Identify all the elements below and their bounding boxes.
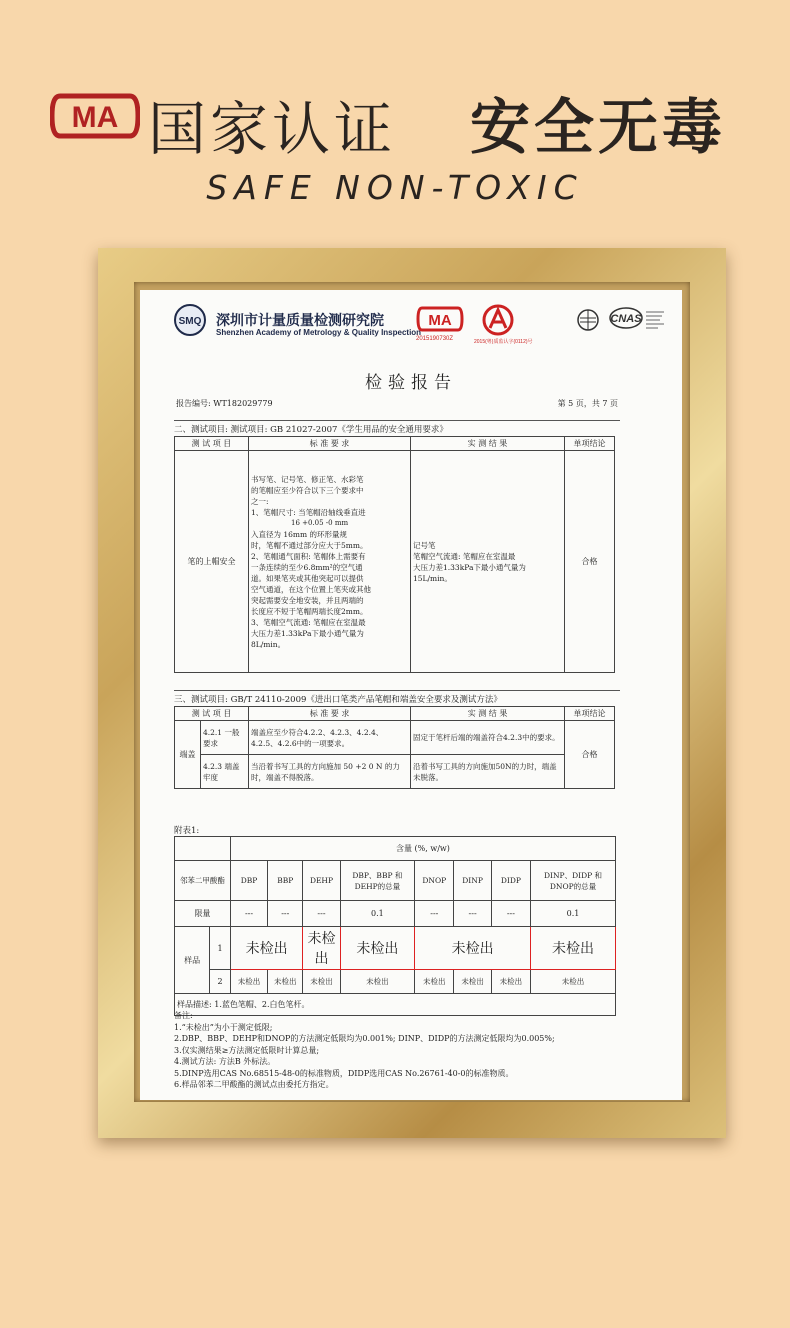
requirement-line: 突起需要安全地安装，并且两端的 <box>251 595 364 605</box>
sample-result: 未检出 <box>454 970 491 994</box>
sample-result: 未检出 <box>491 970 530 994</box>
header-result: 实 测 结 果 <box>411 707 565 721</box>
note-line: 4.测试方法: 方法B 外标法。 <box>174 1057 276 1066</box>
header-test-item: 测 试 项 目 <box>175 437 249 451</box>
column-header: BBP <box>268 861 303 901</box>
table-header-row <box>175 707 615 721</box>
section3-table <box>174 706 615 789</box>
column-header: DBP、BBP 和 DEHP的总量 <box>340 861 415 901</box>
hero-title-certified: 国家认证 <box>148 95 397 163</box>
tolerance-formula: 16 +0.05 -0 mm <box>291 518 349 527</box>
result-line: 记号笔 <box>413 540 436 550</box>
requirement-line: 道。如果笔夹或其他突起可以提供 <box>251 573 364 583</box>
cma-logo-icon <box>50 92 140 140</box>
svg-text:SMQ: SMQ <box>178 316 202 327</box>
requirement-line: 3、笔帽空气流通: 笔帽应在室温最 <box>251 617 366 627</box>
report-title: 检验报告 <box>365 373 457 393</box>
limit-value: 0.1 <box>340 901 415 927</box>
limit-value: --- <box>454 901 491 927</box>
svg-text:MA: MA <box>428 312 452 329</box>
test-item-cell: 笔的上帽安全 <box>175 451 249 673</box>
table-row <box>175 721 615 755</box>
result-cell <box>411 451 565 673</box>
page-number: 第 5 页，共 7 页 <box>557 399 618 408</box>
svg-text:CNAS: CNAS <box>610 313 642 325</box>
sample-result-highlight: 未检出 <box>340 927 415 970</box>
requirement-cell: 端盖应至少符合4.2.2、4.2.3、4.2.4、4.2.5、4.2.6中的一项要求。 <box>249 721 411 755</box>
hero-banner <box>0 0 790 240</box>
limit-value: --- <box>230 901 267 927</box>
appendix-label: 附表1: <box>174 826 200 836</box>
requirement-line: 大压力差1.33kPa下最小通气量为 <box>251 628 364 638</box>
table-header-row <box>175 837 616 861</box>
test-item-cell: 端盖 <box>175 721 201 789</box>
section3-heading: 三、测试项目: GB/T 24110-2009《进出口笔类产品笔帽和端盖安全要求及测试方法》 <box>174 695 502 705</box>
sample-result-highlight: 未检出 <box>303 927 340 970</box>
limit-value: --- <box>268 901 303 927</box>
limit-row <box>175 901 616 927</box>
column-header: DBP <box>230 861 267 901</box>
table-header-row <box>175 861 616 901</box>
sample-number: 2 <box>210 970 231 994</box>
svg-text:MA: MA <box>71 101 119 134</box>
limit-value: --- <box>415 901 454 927</box>
section-divider <box>174 690 620 691</box>
requirement-line: 8L/min。 <box>251 639 286 649</box>
requirement-line: 1、笔帽尺寸: 当笔帽沿轴线垂直进 <box>251 507 366 517</box>
note-line: 1.“未检出”为小于测定低限; <box>174 1022 273 1032</box>
section-divider <box>174 420 620 421</box>
result-cell: 沿着书写工具的方向施加50N的力时，端盖未脱落。 <box>411 755 565 789</box>
column-header: DINP <box>454 861 491 901</box>
requirement-line: 书写笔、记号笔、修正笔、水彩笔 <box>251 474 364 484</box>
org-name-cn: 深圳市计量质量检测研究院 <box>216 313 384 329</box>
cma-number: 2015190730Z <box>416 336 454 342</box>
header-test-item: 测 试 项 目 <box>175 707 249 721</box>
result-line: 笔帽空气流通: 笔帽应在室温最 <box>413 551 516 561</box>
sample-label: 样品 <box>175 927 210 994</box>
result-line: 15L/min。 <box>413 573 452 583</box>
requirement-cell <box>249 451 411 673</box>
section2-table <box>174 436 615 673</box>
requirement-line: 长度应不短于笔帽两端长度2mm。 <box>251 606 368 616</box>
hero-subtitle: SAFE NON-TOXIC <box>206 168 584 207</box>
row-header: 邻苯二甲酸酯 <box>175 861 231 901</box>
limit-label: 限量 <box>175 901 231 927</box>
sample-result-highlight: 未检出 <box>415 927 531 970</box>
requirement-line: 空气通道，在这个位置上笔夹或其他 <box>251 584 371 594</box>
org-name-en: Shenzhen Academy of Metrology & Quality Inspection <box>216 328 422 337</box>
appendix-table <box>174 836 616 1016</box>
header-conclusion: 单项结论 <box>565 437 615 451</box>
sample-row <box>175 970 616 994</box>
column-header: DINP、DIDP 和 DNOP的总量 <box>531 861 616 901</box>
hero-title-safe: 安全无毒 <box>470 93 726 163</box>
result-cell: 固定于笔杆后端的端盖符合4.2.3中的要求。 <box>411 721 565 755</box>
sample-result: 未检出 <box>531 970 616 994</box>
report-number: 报告编号: WT182029779 <box>176 399 273 408</box>
column-header: DNOP <box>415 861 454 901</box>
sample-result: 未检出 <box>340 970 415 994</box>
sample-result: 未检出 <box>268 970 303 994</box>
requirement-line: 之一: <box>251 496 269 506</box>
requirement-line: 时，笔帽不通过部分应大于5mm。 <box>251 540 368 550</box>
sample-result: 未检出 <box>303 970 340 994</box>
sample-result-highlight: 未检出 <box>531 927 616 970</box>
inspection-report <box>140 290 682 1100</box>
sample-result-highlight: 未检出 <box>230 927 302 970</box>
note-line: 3.仅实测结果≥方法测定低限时计算总量; <box>174 1045 320 1055</box>
clause-cell: 4.2.3 端盖牢度 <box>201 755 249 789</box>
conclusion-cell: 合格 <box>565 721 615 789</box>
header-standard: 标 准 要 求 <box>249 707 411 721</box>
sample-number: 1 <box>210 927 231 970</box>
result-line: 大压力差1.33kPa下最小通气量为 <box>413 562 526 572</box>
notes <box>174 1010 555 1091</box>
conclusion-cell: 合格 <box>565 451 615 673</box>
column-header: DEHP <box>303 861 340 901</box>
table-header-row <box>175 437 615 451</box>
cal-number: 2015(粤)质监认字(0112)号 <box>474 339 533 345</box>
requirement-line: 2、笔帽通气面积: 笔帽体上需要有 <box>251 551 366 561</box>
cma-stamp-icon <box>416 306 464 332</box>
sample-result: 未检出 <box>415 970 454 994</box>
note-line: 2.DBP、BBP、DEHP和DNOP的方法测定低限均为0.001%; DINP、DIDP的方法测定低限均为0.005%; <box>174 1034 555 1043</box>
empty-cell <box>175 837 231 861</box>
note-line: 5.DINP选用CAS No.68515-48-0的标准物质，DIDP选用CAS No.26761-40-0的标准物质。 <box>174 1068 514 1078</box>
clause-cell: 4.2.1 一般要求 <box>201 721 249 755</box>
header-conclusion: 单项结论 <box>565 707 615 721</box>
cal-stamp-icon <box>480 304 516 336</box>
unit-header: 含量 (%, w/w) <box>230 837 615 861</box>
table-row <box>175 755 615 789</box>
note-line: 备注: <box>174 1011 193 1020</box>
table-row <box>175 451 615 673</box>
ilac-cnas-logo-icon <box>576 304 666 338</box>
limit-value: --- <box>491 901 530 927</box>
smq-logo-icon <box>174 304 206 336</box>
requirement-line: 一条连续的至少6.8mm²的空气通 <box>251 562 363 572</box>
requirement-line: 入直径为 16mm 的环形量规 <box>251 529 348 539</box>
header-standard: 标 准 要 求 <box>249 437 411 451</box>
limit-value: --- <box>303 901 340 927</box>
sample-result: 未检出 <box>230 970 267 994</box>
section2-heading: 二、测试项目: 测试项目: GB 21027-2007《学生用品的安全通用要求》 <box>174 425 448 435</box>
requirement-line: 的笔帽应至少符合以下三个要求中 <box>251 485 364 495</box>
note-line: 6.样品邻苯二甲酸酯的测试点由委托方指定。 <box>174 1080 334 1089</box>
requirement-cell: 当沿着书写工具的方向施加 50 +2 0 N 的力时，端盖不得脱落。 <box>249 755 411 789</box>
header-result: 实 测 结 果 <box>411 437 565 451</box>
limit-value: 0.1 <box>531 901 616 927</box>
sample-description: 样品描述: 1.蓝色笔帽、2.白色笔杆。 <box>175 994 616 1016</box>
sample-row <box>175 927 616 970</box>
column-header: DIDP <box>491 861 530 901</box>
